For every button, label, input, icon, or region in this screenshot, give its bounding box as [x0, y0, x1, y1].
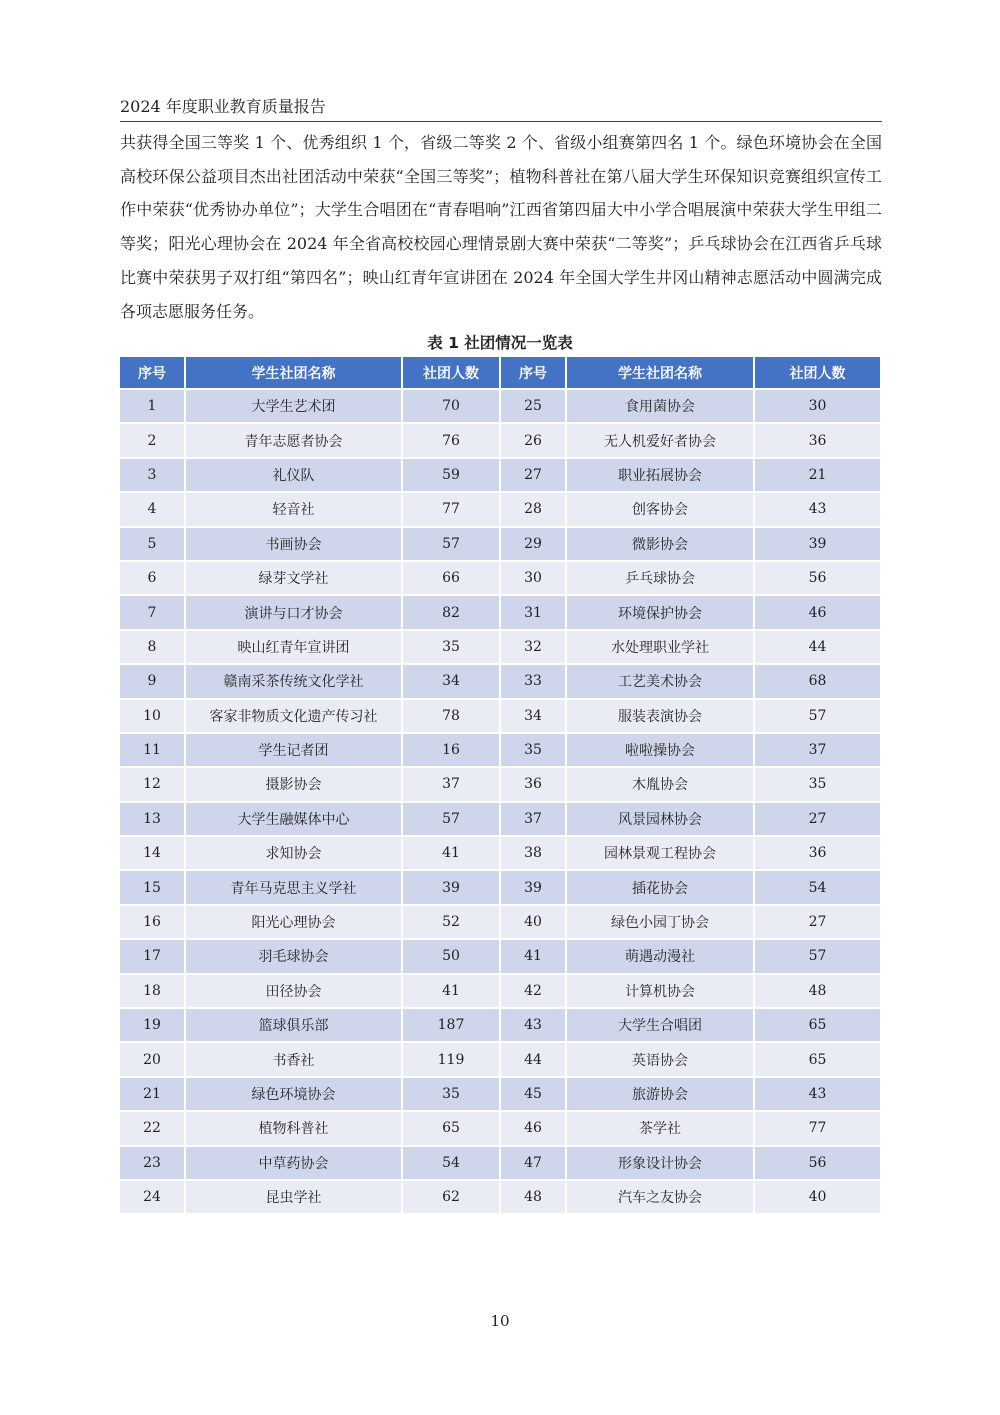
cell-member-count: 30	[755, 390, 880, 422]
cell-member-count: 119	[403, 1043, 499, 1075]
cell-index: 46	[501, 1112, 565, 1144]
cell-index: 44	[501, 1043, 565, 1075]
cell-index: 17	[120, 940, 184, 972]
cell-index: 36	[501, 768, 565, 800]
cell-member-count: 77	[755, 1112, 880, 1144]
header-index: 序号	[120, 357, 184, 388]
cell-club-name: 客家非物质文化遗产传习社	[186, 700, 401, 732]
cell-club-name: 萌遇动漫社	[567, 940, 753, 972]
cell-club-name: 大学生融媒体中心	[186, 803, 401, 835]
cell-index: 11	[120, 734, 184, 766]
cell-club-name: 植物科普社	[186, 1112, 401, 1144]
table-caption: 表 1 社团情况一览表	[427, 334, 573, 352]
table-row	[120, 390, 880, 422]
cell-index: 5	[120, 528, 184, 560]
cell-club-name: 啦啦操协会	[567, 734, 753, 766]
cell-club-name: 羽毛球协会	[186, 940, 401, 972]
cell-club-name: 礼仪队	[186, 459, 401, 491]
cell-member-count: 62	[403, 1181, 499, 1213]
cell-member-count: 54	[755, 871, 880, 903]
cell-member-count: 56	[755, 1147, 880, 1179]
cell-club-name: 阳光心理协会	[186, 906, 401, 938]
cell-index: 40	[501, 906, 565, 938]
cell-index: 43	[501, 1009, 565, 1041]
cell-club-name: 大学生艺术团	[186, 390, 401, 422]
cell-index: 22	[120, 1112, 184, 1144]
cell-member-count: 76	[403, 424, 499, 456]
cell-member-count: 66	[403, 562, 499, 594]
cell-club-name: 工艺美术协会	[567, 665, 753, 697]
cell-club-name: 绿芽文学社	[186, 562, 401, 594]
cell-index: 38	[501, 837, 565, 869]
table-body	[120, 390, 880, 1213]
cell-index: 42	[501, 975, 565, 1007]
cell-index: 29	[501, 528, 565, 560]
table-row	[120, 665, 880, 697]
table-row	[120, 1078, 880, 1110]
cell-index: 45	[501, 1078, 565, 1110]
table-row	[120, 1147, 880, 1179]
cell-member-count: 27	[755, 906, 880, 938]
cell-club-name: 书香社	[186, 1043, 401, 1075]
cell-index: 6	[120, 562, 184, 594]
table-row	[120, 837, 880, 869]
cell-index: 26	[501, 424, 565, 456]
cell-member-count: 41	[403, 837, 499, 869]
cell-index: 1	[120, 390, 184, 422]
cell-index: 14	[120, 837, 184, 869]
cell-member-count: 36	[755, 837, 880, 869]
cell-club-name: 演讲与口才协会	[186, 596, 401, 628]
table-row	[120, 734, 880, 766]
header-member-count: 社团人数	[403, 357, 499, 388]
cell-member-count: 56	[755, 562, 880, 594]
cell-club-name: 青年马克思主义学社	[186, 871, 401, 903]
cell-index: 16	[120, 906, 184, 938]
cell-member-count: 37	[403, 768, 499, 800]
cell-member-count: 65	[755, 1043, 880, 1075]
cell-club-name: 绿色环境协会	[186, 1078, 401, 1110]
cell-index: 20	[120, 1043, 184, 1075]
table-row	[120, 700, 880, 732]
table-row	[120, 493, 880, 525]
cell-member-count: 52	[403, 906, 499, 938]
cell-index: 35	[501, 734, 565, 766]
cell-club-name: 插花协会	[567, 871, 753, 903]
cell-index: 30	[501, 562, 565, 594]
cell-club-name: 青年志愿者协会	[186, 424, 401, 456]
cell-club-name: 形象设计协会	[567, 1147, 753, 1179]
cell-index: 10	[120, 700, 184, 732]
cell-index: 3	[120, 459, 184, 491]
cell-index: 2	[120, 424, 184, 456]
cell-member-count: 57	[403, 803, 499, 835]
cell-club-name: 食用菌协会	[567, 390, 753, 422]
cell-index: 32	[501, 631, 565, 663]
cell-club-name: 无人机爱好者协会	[567, 424, 753, 456]
header-index: 序号	[501, 357, 565, 388]
cell-member-count: 43	[755, 1078, 880, 1110]
table-row	[120, 768, 880, 800]
cell-member-count: 57	[755, 940, 880, 972]
cell-club-name: 学生记者团	[186, 734, 401, 766]
cell-index: 39	[501, 871, 565, 903]
cell-club-name: 英语协会	[567, 1043, 753, 1075]
cell-member-count: 57	[403, 528, 499, 560]
cell-member-count: 40	[755, 1181, 880, 1213]
club-table	[118, 355, 882, 1215]
cell-member-count: 35	[403, 1078, 499, 1110]
body-paragraph: 共获得全国三等奖 1 个、优秀组织 1 个，省级二等奖 2 个、省级小组赛第四名 1 个。绿色环境协会在全国高校环保公益项目杰出社团活动中荣获“全国三等奖”；植物科普社在第八届大学生环保知识竞赛组织宣传工作中荣获“优秀协办单位”；大学生合唱团在“青春唱响”江西省第四届大中小学合唱展演中荣获大学生甲组二等奖；阳光心理协会在 2024 年全省高校校园心理情景剧大赛中荣获“二等奖”；乒乓球协会在江西省乒乓球比赛中荣获男子双打组“第四名”；映山红青年宣讲团在 2024 年全国大学生井冈山精神志愿活动中圆满完成各项志愿服务任务。	[120, 133, 882, 321]
cell-index: 31	[501, 596, 565, 628]
cell-club-name: 环境保护协会	[567, 596, 753, 628]
cell-club-name: 求知协会	[186, 837, 401, 869]
cell-index: 37	[501, 803, 565, 835]
cell-member-count: 48	[755, 975, 880, 1007]
table-row	[120, 1181, 880, 1213]
cell-club-name: 绿色小园丁协会	[567, 906, 753, 938]
cell-index: 47	[501, 1147, 565, 1179]
cell-member-count: 21	[755, 459, 880, 491]
cell-member-count: 44	[755, 631, 880, 663]
cell-member-count: 70	[403, 390, 499, 422]
table-row	[120, 562, 880, 594]
cell-index: 41	[501, 940, 565, 972]
cell-club-name: 篮球俱乐部	[186, 1009, 401, 1041]
running-header: 2024 年度职业教育质量报告	[120, 94, 882, 122]
cell-index: 15	[120, 871, 184, 903]
cell-club-name: 中草药协会	[186, 1147, 401, 1179]
cell-member-count: 77	[403, 493, 499, 525]
cell-club-name: 风景园林协会	[567, 803, 753, 835]
cell-index: 13	[120, 803, 184, 835]
cell-member-count: 187	[403, 1009, 499, 1041]
cell-index: 18	[120, 975, 184, 1007]
cell-club-name: 园林景观工程协会	[567, 837, 753, 869]
table-row	[120, 1112, 880, 1144]
cell-index: 25	[501, 390, 565, 422]
cell-club-name: 乒乓球协会	[567, 562, 753, 594]
cell-club-name: 茶学社	[567, 1112, 753, 1144]
cell-member-count: 39	[403, 871, 499, 903]
cell-club-name: 创客协会	[567, 493, 753, 525]
header-club-name: 学生社团名称	[186, 357, 401, 388]
cell-member-count: 78	[403, 700, 499, 732]
table-row	[120, 803, 880, 835]
cell-index: 23	[120, 1147, 184, 1179]
cell-member-count: 37	[755, 734, 880, 766]
cell-club-name: 书画协会	[186, 528, 401, 560]
table-row	[120, 871, 880, 903]
cell-member-count: 68	[755, 665, 880, 697]
cell-club-name: 汽车之友协会	[567, 1181, 753, 1213]
cell-club-name: 水处理职业学社	[567, 631, 753, 663]
page-number: 10	[490, 1312, 510, 1330]
table-row	[120, 459, 880, 491]
table-row	[120, 1043, 880, 1075]
cell-index: 7	[120, 596, 184, 628]
cell-member-count: 50	[403, 940, 499, 972]
cell-member-count: 57	[755, 700, 880, 732]
cell-club-name: 映山红青年宣讲团	[186, 631, 401, 663]
cell-index: 28	[501, 493, 565, 525]
cell-member-count: 65	[755, 1009, 880, 1041]
table-row	[120, 631, 880, 663]
cell-club-name: 昆虫学社	[186, 1181, 401, 1213]
table-row	[120, 528, 880, 560]
table-row	[120, 975, 880, 1007]
cell-member-count: 65	[403, 1112, 499, 1144]
cell-club-name: 旅游协会	[567, 1078, 753, 1110]
cell-index: 48	[501, 1181, 565, 1213]
cell-member-count: 36	[755, 424, 880, 456]
table-row	[120, 596, 880, 628]
table-row	[120, 1009, 880, 1041]
cell-index: 27	[501, 459, 565, 491]
cell-member-count: 43	[755, 493, 880, 525]
cell-club-name: 木胤协会	[567, 768, 753, 800]
header-club-name: 学生社团名称	[567, 357, 753, 388]
cell-club-name: 轻音社	[186, 493, 401, 525]
cell-index: 21	[120, 1078, 184, 1110]
table-header-row	[120, 357, 880, 388]
cell-club-name: 赣南采茶传统文化学社	[186, 665, 401, 697]
cell-index: 19	[120, 1009, 184, 1041]
cell-member-count: 34	[403, 665, 499, 697]
cell-member-count: 54	[403, 1147, 499, 1179]
cell-member-count: 35	[755, 768, 880, 800]
cell-member-count: 39	[755, 528, 880, 560]
cell-index: 4	[120, 493, 184, 525]
cell-club-name: 计算机协会	[567, 975, 753, 1007]
cell-member-count: 35	[403, 631, 499, 663]
table-row	[120, 424, 880, 456]
cell-member-count: 27	[755, 803, 880, 835]
table-row	[120, 940, 880, 972]
cell-index: 12	[120, 768, 184, 800]
cell-club-name: 服装表演协会	[567, 700, 753, 732]
header-member-count: 社团人数	[755, 357, 880, 388]
cell-member-count: 59	[403, 459, 499, 491]
cell-club-name: 职业拓展协会	[567, 459, 753, 491]
cell-member-count: 82	[403, 596, 499, 628]
table-row	[120, 906, 880, 938]
cell-club-name: 摄影协会	[186, 768, 401, 800]
cell-member-count: 46	[755, 596, 880, 628]
cell-member-count: 41	[403, 975, 499, 1007]
cell-club-name: 微影协会	[567, 528, 753, 560]
cell-index: 33	[501, 665, 565, 697]
cell-index: 8	[120, 631, 184, 663]
cell-index: 34	[501, 700, 565, 732]
cell-index: 24	[120, 1181, 184, 1213]
cell-member-count: 16	[403, 734, 499, 766]
cell-club-name: 田径协会	[186, 975, 401, 1007]
cell-index: 9	[120, 665, 184, 697]
cell-club-name: 大学生合唱团	[567, 1009, 753, 1041]
